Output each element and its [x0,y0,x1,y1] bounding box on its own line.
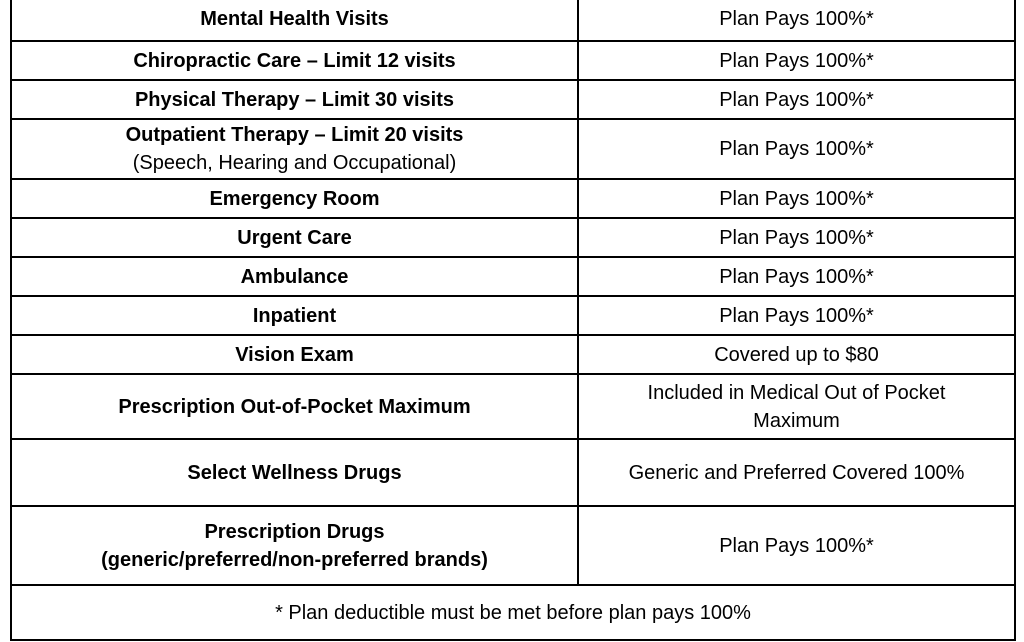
benefit-name: Physical Therapy – Limit 30 visits [134,88,455,111]
benefit-note: (Speech, Hearing and Occupational) [132,152,457,174]
coverage-cell: Plan Pays 100%* [578,0,1015,41]
benefit-name: Ambulance [240,265,349,288]
coverage-cell: Plan Pays 100%* [578,257,1015,296]
coverage-cell: Plan Pays 100%* [578,119,1015,179]
coverage-cell: Plan Pays 100%* [578,179,1015,218]
table-row [11,0,1015,41]
benefit-name: Prescription Drugs [204,520,385,543]
table-row [11,179,1015,218]
benefit-name: Urgent Care [237,226,352,249]
footnote-row [11,585,1015,640]
benefit-cell [11,296,578,335]
table-row [11,218,1015,257]
benefit-name: Prescription Out-of-Pocket Maximum [118,395,471,418]
benefit-cell [11,179,578,218]
benefit-cell [11,80,578,119]
coverage-cell: Plan Pays 100%* [578,506,1015,585]
table-row [11,119,1015,179]
coverage-cell: Plan Pays 100%* [578,296,1015,335]
benefit-name: Chiropractic Care – Limit 12 visits [133,49,456,72]
benefit-name: Vision Exam [235,343,354,366]
benefit-name: Outpatient Therapy – Limit 20 visits [125,124,464,146]
benefit-cell [11,335,578,374]
benefit-name: Emergency Room [209,187,380,210]
benefit-cell [11,439,578,506]
table-row [11,296,1015,335]
table-row [11,439,1015,506]
benefit-cell [11,0,578,41]
table-row [11,506,1015,585]
benefit-cell [11,119,578,179]
benefit-name: Select Wellness Drugs [187,461,402,484]
benefits-table [10,0,1016,641]
coverage-cell: Plan Pays 100%* [578,41,1015,80]
footnote: * Plan deductible must be met before plan pays 100% [11,585,1015,640]
benefit-cell [11,218,578,257]
table-row [11,41,1015,80]
table-row [11,374,1015,439]
benefit-name: Inpatient [252,304,337,327]
table-row [11,80,1015,119]
table-row [11,257,1015,296]
coverage-cell: Included in Medical Out of Pocket Maximum [578,374,1015,439]
coverage-cell: Plan Pays 100%* [578,80,1015,119]
coverage-cell: Plan Pays 100%* [578,218,1015,257]
benefit-name: Mental Health Visits [200,8,389,30]
benefit-cell [11,257,578,296]
benefit-cell [11,506,578,585]
coverage-cell: Generic and Preferred Covered 100% [578,439,1015,506]
coverage-cell: Covered up to $80 [578,335,1015,374]
benefit-cell [11,374,578,439]
table-row [11,335,1015,374]
benefit-cell [11,41,578,80]
benefit-note: (generic/preferred/non-preferred brands) [101,548,488,571]
